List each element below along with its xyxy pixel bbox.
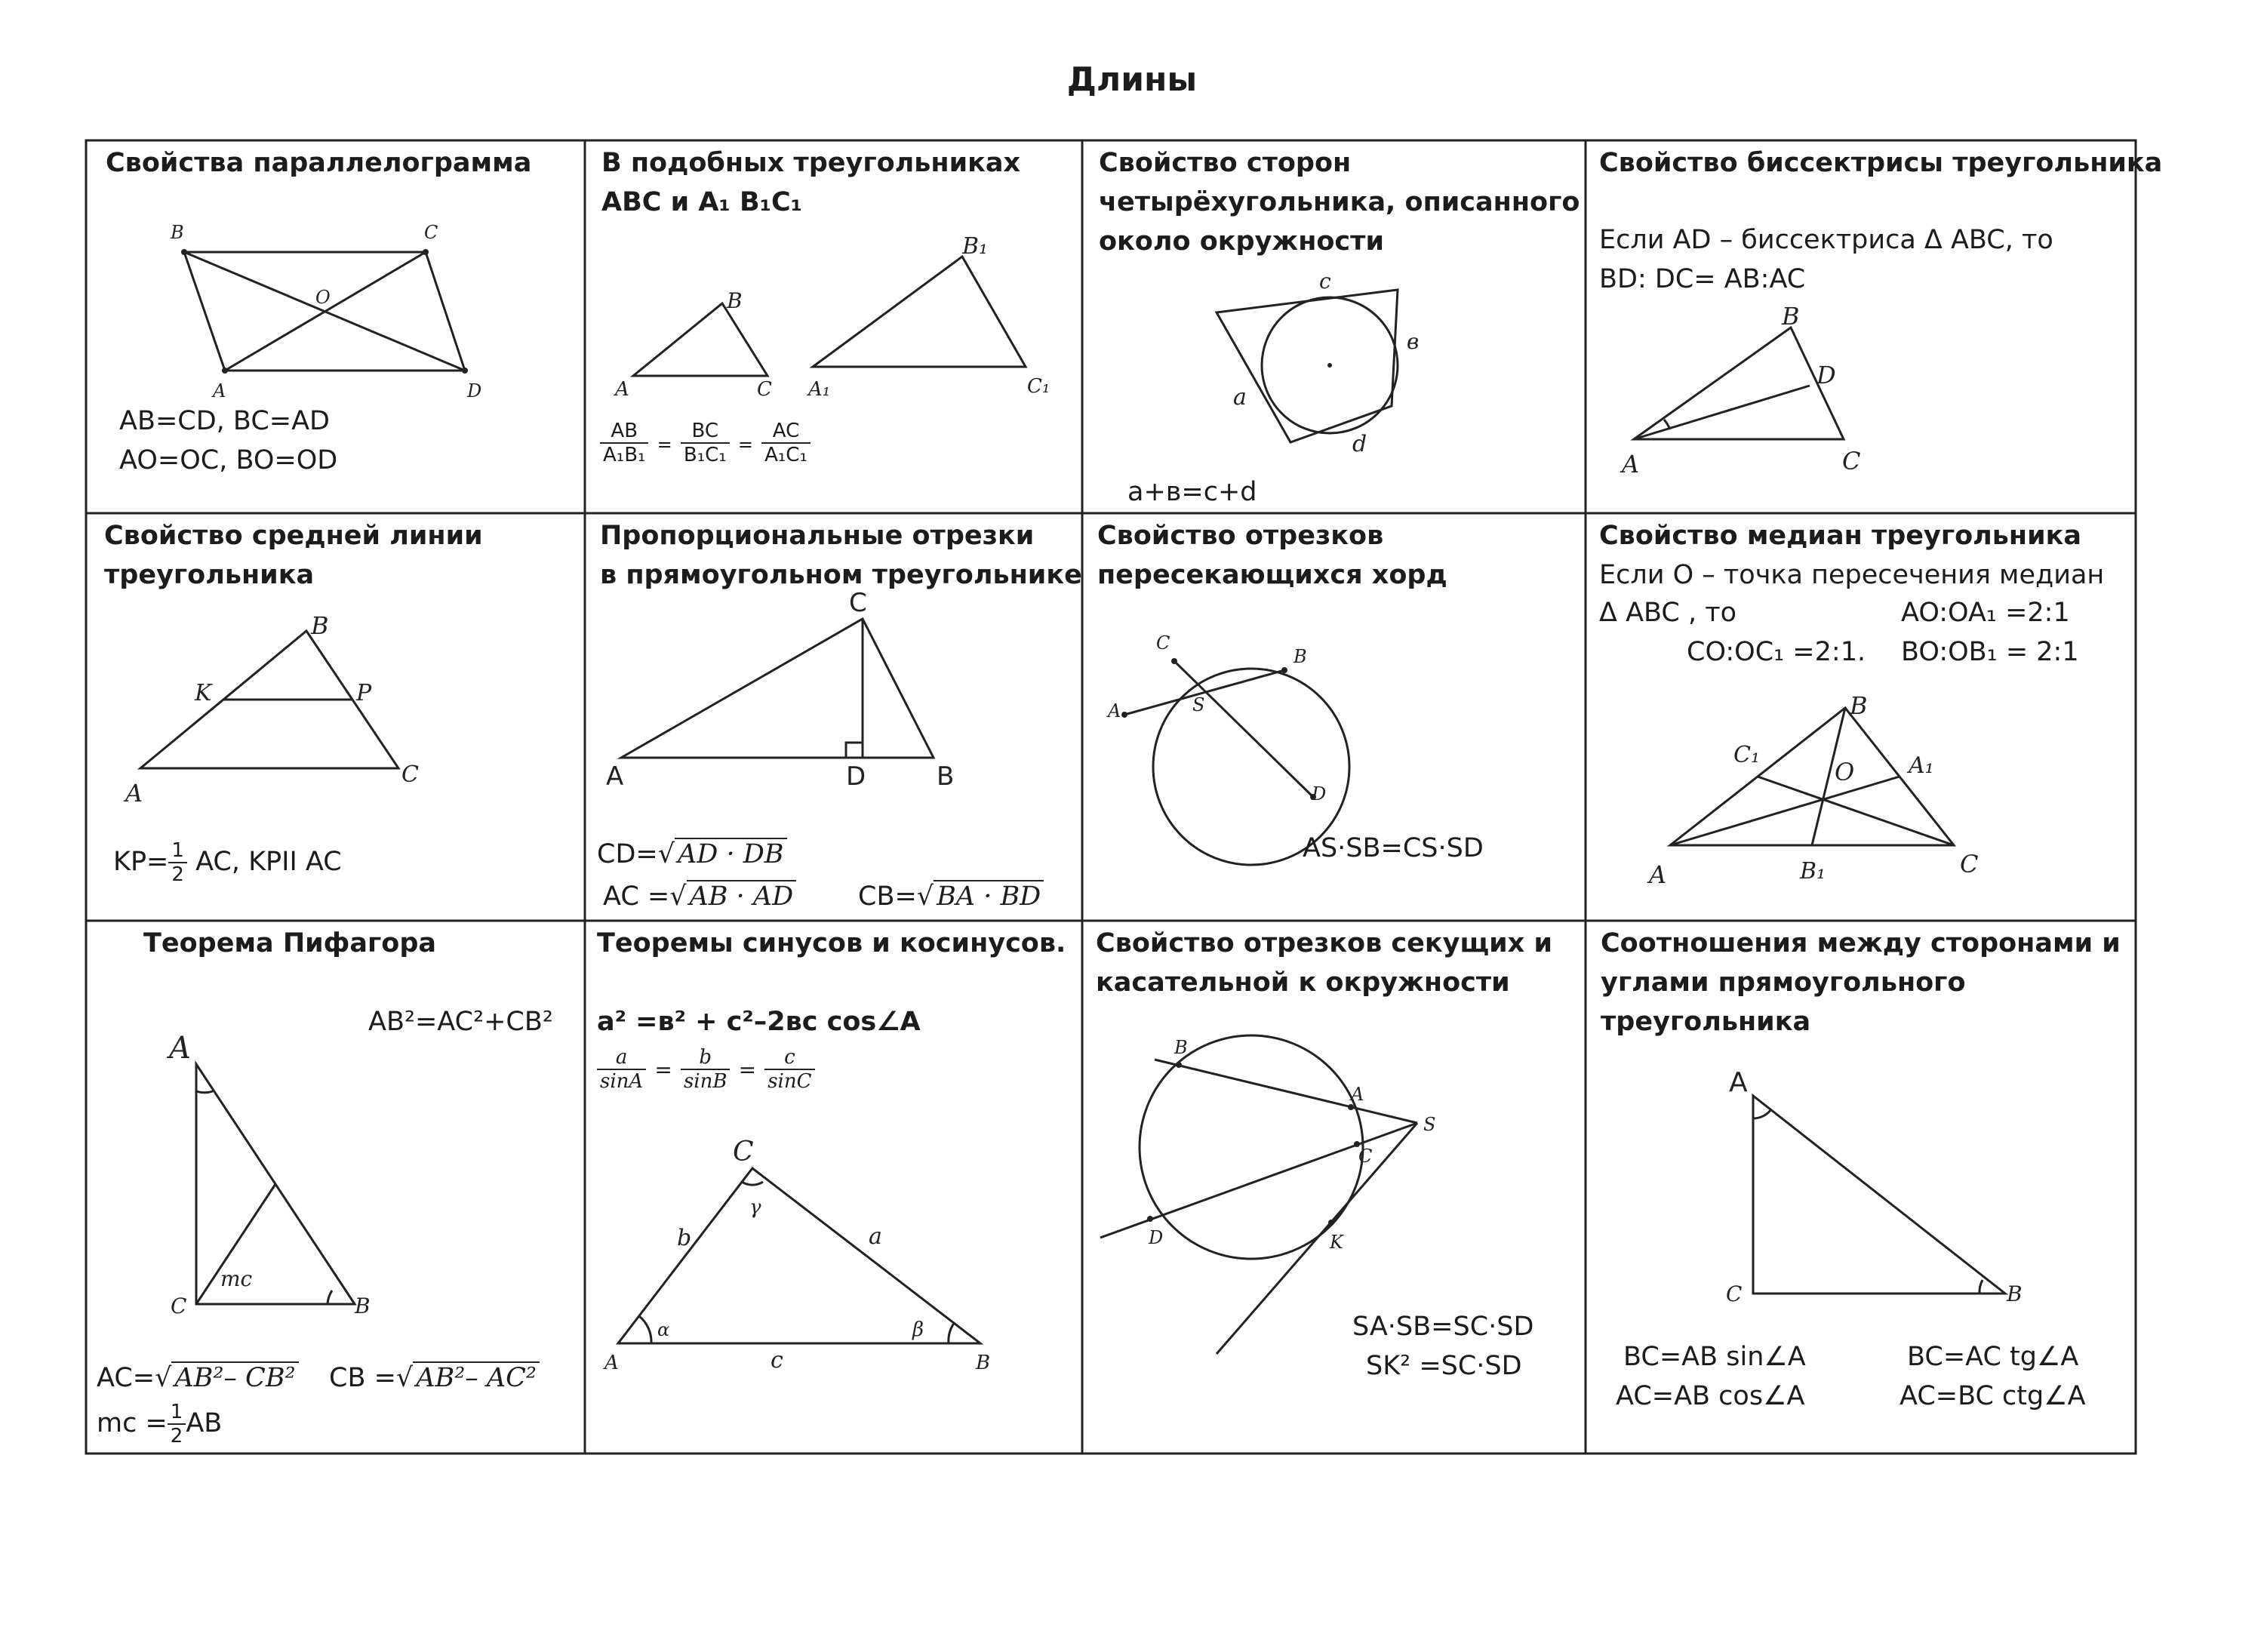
label-A1: A₁	[1909, 752, 1934, 779]
cell-title-2: треугольника	[104, 560, 315, 590]
label-B: B	[355, 1294, 371, 1318]
cell-pythagoras	[86, 921, 585, 1454]
cell-title-1: Свойство сторон	[1099, 148, 1352, 178]
secants-formula-2: SK² =SC·SD	[1366, 1351, 1522, 1381]
right-formula-2: BC=AC tg∠A	[1907, 1342, 2079, 1372]
cell-sines-cosines	[585, 921, 1082, 1454]
label-P: P	[356, 680, 372, 706]
label-beta: β	[912, 1318, 924, 1341]
label-a: a	[869, 1223, 882, 1250]
right-formula-1: BC=AB sin∠A	[1623, 1342, 1806, 1372]
label-B: B	[1850, 691, 1868, 720]
cell-title: Свойства параллелограмма	[106, 148, 532, 178]
cell-parallelogram	[86, 140, 585, 513]
pythagoras-formula-cb: CB =√ AB²– AC²	[329, 1358, 540, 1398]
label-B: B	[1174, 1037, 1188, 1058]
cell-title-2: четырёхугольника, описанного	[1099, 187, 1580, 217]
cell-title-1: Соотношения между сторонами и	[1601, 928, 2121, 958]
label-d: d	[1352, 431, 1367, 457]
parallelogram-line2: AO=OC, BO=OD	[119, 445, 338, 475]
cell-medians	[1586, 513, 2136, 921]
chords-formula: AS·SB=CS·SD	[1303, 833, 1484, 863]
label-C: C	[401, 761, 419, 788]
label-gamma: γ	[749, 1196, 761, 1219]
label-D: D	[846, 761, 866, 792]
cell-midline	[86, 513, 585, 921]
cell-secants-tangent	[1082, 921, 1586, 1454]
cell-title: Теоремы синусов и косинусов.	[597, 928, 1066, 958]
similar-ratio-formula: $\frac{AB}{\text{A₁B₁}}$ = $\frac{BC}{\text{B₁C₁}}$ = $\frac{AC}{\text{A₁C₁}}$	[600, 420, 811, 466]
parallelogram-line1: AB=CD, BC=AD	[119, 406, 330, 436]
label-B: B	[976, 1352, 991, 1374]
cell-title-2: ABC и A₁ B₁C₁	[601, 187, 802, 217]
label-c: c	[771, 1347, 783, 1374]
medians-text-3b: BO:OB₁ = 2:1	[1901, 637, 2079, 667]
cell-title-1: В подобных треугольниках	[601, 148, 1021, 178]
pythagoras-formula-mc: mc = $\frac{1}{2}$ AB	[97, 1401, 223, 1447]
label-K: K	[195, 680, 212, 706]
label-A1: A₁	[808, 378, 831, 401]
cell-title: Свойство биссектрисы треугольника	[1599, 148, 2163, 178]
label-C: C	[1358, 1146, 1373, 1167]
cell-title-2: пересекающихся хорд	[1097, 560, 1447, 590]
label-A: A	[169, 1031, 191, 1066]
label-alpha: α	[657, 1319, 670, 1340]
label-C: C	[1842, 447, 1861, 475]
cell-title-1: Свойство средней линии	[104, 521, 483, 551]
label-C1: C₁	[1027, 375, 1050, 398]
label-K: K	[1330, 1232, 1343, 1253]
sine-formula: $\frac{a}{\sin A}$ = $\frac{b}{\sin B}$ = $\frac{c}{\sin C}$	[597, 1046, 815, 1093]
cell-title-1: Пропорциональные отрезки	[600, 521, 1035, 551]
label-a: a	[1233, 384, 1247, 411]
cell-title-1: Свойство отрезков секущих и	[1096, 928, 1552, 958]
label-c: c	[1319, 269, 1331, 294]
label-A: A	[1351, 1084, 1364, 1105]
label-C: C	[757, 378, 772, 401]
cell-right-triangle	[1586, 921, 2136, 1454]
label-C: C	[733, 1137, 754, 1167]
label-B: B	[937, 761, 955, 792]
cell-title-3: около окружности	[1099, 226, 1384, 257]
medians-text-2a: Δ ABC , то	[1599, 598, 1737, 628]
cell-similar-triangles	[585, 140, 1082, 513]
cosine-formula: a² =в² + c²–2вc cos∠A	[597, 1007, 921, 1037]
medians-text-2b: AO:OA₁ =2:1	[1901, 598, 2070, 628]
bisector-text-1: Если AD – биссектриса Δ ABC, то	[1599, 225, 2053, 255]
bisector-text-2: BD: DC= AB:AC	[1599, 264, 1806, 294]
label-D: D	[1312, 783, 1327, 804]
label-B: B	[171, 222, 184, 243]
label-A: A	[604, 1352, 619, 1374]
label-A: A	[213, 380, 226, 401]
medians-text-3a: CO:OC₁ =2:1.	[1687, 637, 1866, 667]
label-C1: C₁	[1733, 742, 1760, 768]
label-D: D	[467, 380, 482, 401]
label-A: A	[1649, 860, 1667, 889]
label-S: S	[1192, 694, 1205, 715]
pythagoras-formula-ac: AC=√ AB²– CB²	[97, 1358, 299, 1398]
cell-title-2: в прямоугольном треугольнике	[600, 560, 1082, 590]
label-C: C	[1726, 1281, 1743, 1306]
cell-title: Теорема Пифагора	[143, 928, 437, 958]
label-B: B	[311, 611, 329, 640]
label-C: C	[1156, 632, 1170, 654]
sines-figure	[585, 921, 1082, 1454]
label-b: в	[1407, 329, 1420, 354]
cell-circumscribed-quadrilateral	[1082, 140, 1586, 513]
label-S: S	[1423, 1114, 1436, 1135]
secants-formula-1: SA·SB=SC·SD	[1352, 1312, 1534, 1342]
cell-bisector	[1586, 140, 2163, 513]
label-O: O	[1835, 758, 1855, 786]
label-C: C	[171, 1294, 187, 1318]
cell-proportional-segments	[585, 513, 1082, 921]
label-B: B	[1293, 646, 1307, 667]
cell-title-1: Свойство отрезков	[1097, 521, 1384, 551]
cell-title-2: углами прямоугольного	[1601, 968, 1966, 998]
medians-text-1: Если O – точка пересечения медиан	[1599, 560, 2105, 590]
proportional-formula-2: AC =√ AB · AD	[603, 877, 796, 916]
label-A: A	[125, 779, 143, 808]
label-A: A	[615, 378, 629, 401]
label-b: b	[677, 1225, 692, 1251]
label-A: A	[606, 761, 624, 792]
medians-figure	[1586, 513, 2136, 921]
cell-title-2: касательной к окружности	[1096, 968, 1510, 998]
pythagoras-formula: AB²=AC²+CB²	[368, 1007, 553, 1037]
label-B: B	[2007, 1281, 2023, 1306]
proportional-formula-3: CB=√ BA · BD	[858, 877, 1044, 916]
bisector-figure	[1586, 140, 2136, 513]
label-A: A	[1622, 450, 1640, 478]
label-O: O	[315, 287, 331, 308]
circumscribed-figure	[1082, 140, 1586, 513]
right-formula-3: AC=AB cos∠A	[1616, 1381, 1805, 1411]
label-mc: mc	[220, 1266, 253, 1291]
cell-title: Свойство медиан треугольника	[1599, 521, 2082, 551]
label-A: A	[1729, 1067, 1748, 1098]
label-D: D	[1149, 1227, 1164, 1248]
circumscribed-formula: a+в=c+d	[1127, 477, 1257, 507]
label-B1: B₁	[1800, 858, 1826, 884]
cell-title-3: треугольника	[1601, 1007, 1811, 1037]
label-A: A	[1108, 700, 1121, 721]
page-title: Длины	[1066, 60, 1198, 99]
proportional-formula-1: CD=√ AD · DB	[597, 835, 787, 874]
label-D: D	[1816, 361, 1836, 389]
midline-formula: KP= $\frac{1}{2}$ AC, KPII AC	[113, 839, 342, 886]
cell-chords	[1082, 513, 1586, 921]
label-C: C	[1960, 850, 1979, 878]
label-C: C	[424, 222, 438, 243]
label-C: C	[849, 588, 867, 618]
label-B: B	[727, 288, 743, 313]
label-B: B	[1782, 302, 1800, 331]
right-formula-4: AC=BC ctg∠A	[1899, 1381, 2086, 1411]
label-B1: B₁	[962, 233, 989, 260]
